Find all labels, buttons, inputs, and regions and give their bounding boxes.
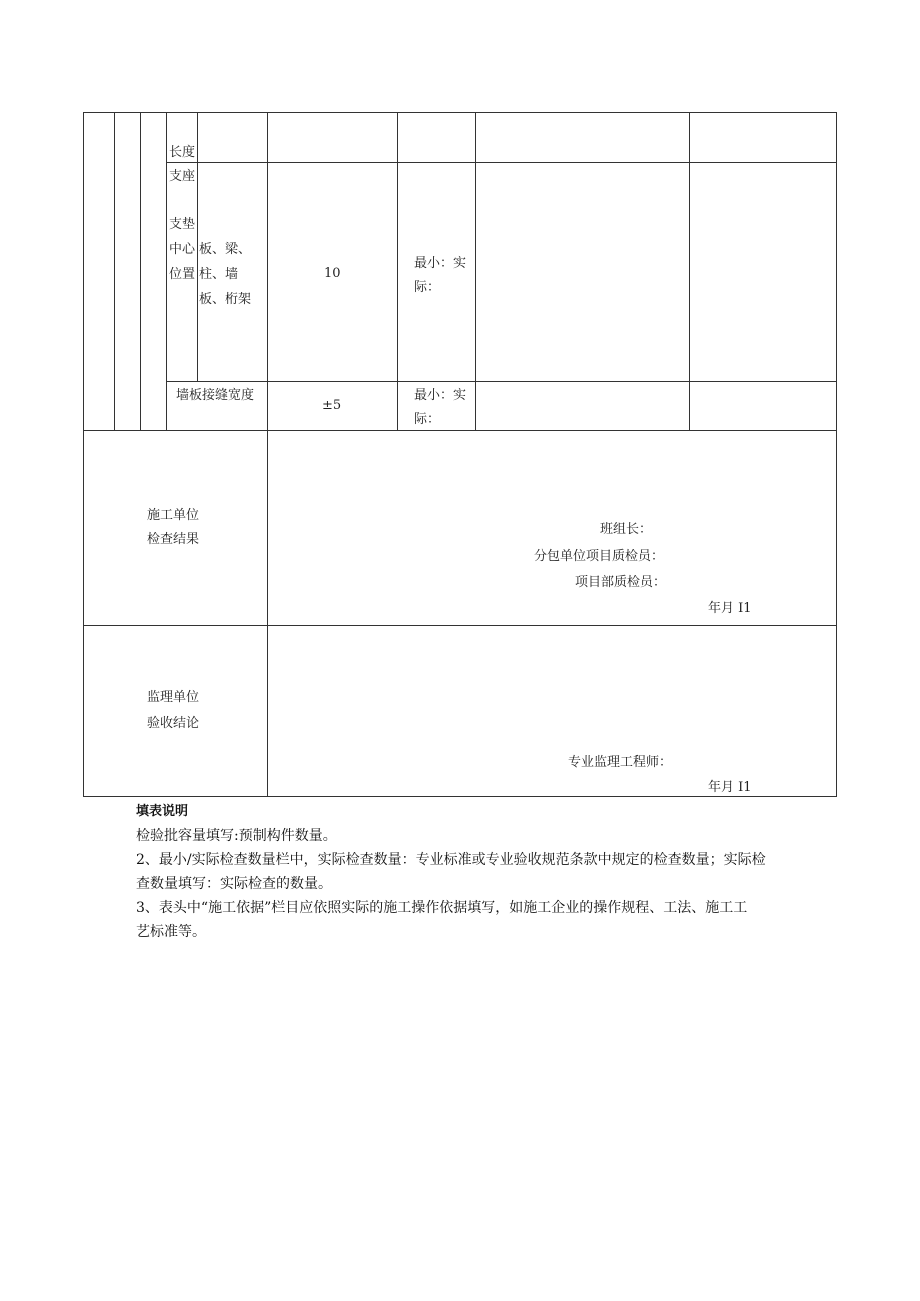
dept-inspector-label: 项目部质检员： [575,575,667,590]
note-line-3: 3、表头中“施工依据”栏目应依照实际的施工操作依据填写，如施工企业的操作规程、工法、施工工 [136,900,748,916]
note-line-2b: 查数量填写：实际检查的数量。 [136,876,332,892]
members-line1: 板、梁、 [199,242,252,257]
construction-date: 年月 I1 [708,601,752,616]
notes-heading: 填表说明 [136,804,189,819]
note-line-2: 2、最小/实际检查数量栏中，实际检查数量：专业标准或专业验收规范条款中规定的检查数量；实际检 [136,852,766,868]
pad-label-line1: 支垫 [169,217,196,232]
members-line2: 柱、墙 [199,267,239,282]
pad-label-line2: 中心 [169,242,196,257]
tolerance-joint: ±5 [322,398,342,413]
construction-label-line1: 施工单位 [147,508,200,523]
tolerance-support: 10 [324,266,341,281]
note-line-1: 检验批容量填写:预制构件数量。 [136,828,337,844]
construction-label-line2: 检查结果 [147,532,200,547]
min-actual-1-line2: 际： [414,280,441,295]
length-label: 长度 [169,145,196,160]
supervision-date: 年月 I1 [708,780,752,795]
note-line-3b: 艺标准等。 [136,924,206,940]
wall-joint-label: 墙板接缝宽度 [176,388,255,403]
min-actual-1-line1: 最小：实 [414,256,467,271]
supervision-label-line2: 验收结论 [147,716,200,731]
min-actual-2-line1: 最小：实 [414,388,467,403]
min-actual-2-line2: 际： [414,412,441,427]
supervising-engineer-label: 专业监理工程师： [568,755,673,770]
supervision-label-line1: 监理单位 [147,690,200,705]
team-leader-label: 班组长： [600,522,653,537]
support-label: 支座 [169,169,196,184]
members-line3: 板、桁架 [199,292,252,307]
pad-label-line3: 位置 [169,267,196,282]
sub-inspector-label: 分包单位项目质检员： [534,549,665,564]
filling-instructions [136,800,836,944]
